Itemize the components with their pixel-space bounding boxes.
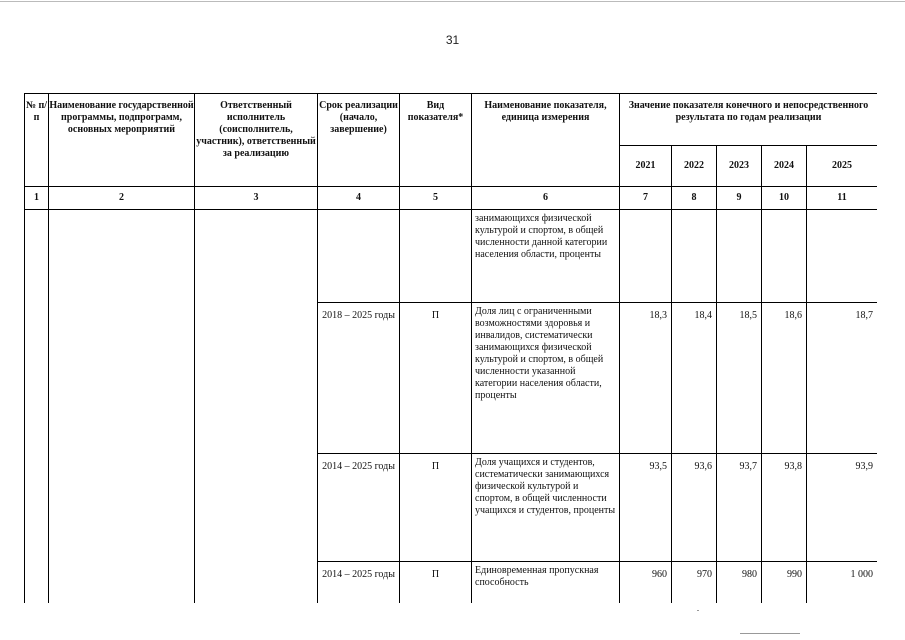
period-cell <box>318 210 400 303</box>
indicator-name-cell: занимающихся физической культурой и спортом, в общей численности данной категории населения области, проценты <box>472 210 620 303</box>
value-cell: 18,7 <box>807 303 878 454</box>
value-cell <box>762 210 807 303</box>
period-cell: 2014 – 2025 годы <box>318 454 400 562</box>
column-number: 5 <box>400 187 472 210</box>
column-number: 11 <box>807 187 878 210</box>
value-cell: 1 000 <box>807 562 878 604</box>
column-number: 8 <box>672 187 717 210</box>
indicator-type-cell: П <box>400 454 472 562</box>
header-year: 2025 <box>807 146 878 187</box>
scan-speck <box>697 610 699 611</box>
value-cell <box>672 210 717 303</box>
header-period: Срок реализации (начало, завершение) <box>318 94 400 187</box>
column-number: 4 <box>318 187 400 210</box>
value-cell: 93,5 <box>620 454 672 562</box>
header-year: 2023 <box>717 146 762 187</box>
value-cell: 990 <box>762 562 807 604</box>
header-values-group: Значение показателя конечного и непосредственного результата по годам реализации <box>620 94 878 146</box>
header-executor: Ответственный исполнитель (соисполнитель, участник), ответственный за реализацию <box>195 94 318 187</box>
value-cell: 93,9 <box>807 454 878 562</box>
column-number: 7 <box>620 187 672 210</box>
value-cell: 18,6 <box>762 303 807 454</box>
column-number: 6 <box>472 187 620 210</box>
number-cell <box>25 210 49 604</box>
header-program-name: Наименование государственной программы, подпрограмм, основных мероприятий <box>49 94 195 187</box>
value-cell: 970 <box>672 562 717 604</box>
column-number: 9 <box>717 187 762 210</box>
table-row <box>25 210 878 303</box>
column-number: 2 <box>49 187 195 210</box>
value-cell: 980 <box>717 562 762 604</box>
column-numbers-row <box>25 187 878 210</box>
executor-cell <box>195 210 318 604</box>
indicator-name-cell: Единовременная пропускная способность <box>472 562 620 604</box>
program-name-cell <box>49 210 195 604</box>
value-cell <box>807 210 878 303</box>
page-number: 31 <box>445 33 460 47</box>
header-number: № п/п <box>25 94 49 187</box>
page-top-edge <box>0 1 905 2</box>
indicator-name-cell: Доля лиц с ограниченными возможностями здоровья и инвалидов, систематически занимающихся физической культурой и спортом, в общей численности указанной категории населения области, проценты <box>472 303 620 454</box>
column-number: 1 <box>25 187 49 210</box>
value-cell: 18,3 <box>620 303 672 454</box>
value-cell: 18,5 <box>717 303 762 454</box>
indicator-name-cell: Доля учащихся и студентов, систематически занимающихся физической культурой и спортом, в общей численности учащихся и студентов, проценты <box>472 454 620 562</box>
value-cell <box>620 210 672 303</box>
period-cell: 2014 – 2025 годы <box>318 562 400 604</box>
indicator-type-cell: П <box>400 562 472 604</box>
page-bottom-rule <box>740 633 800 634</box>
table-header <box>25 94 878 187</box>
indicator-type-cell <box>400 210 472 303</box>
value-cell: 93,7 <box>717 454 762 562</box>
header-indicator-type: Вид показателя* <box>400 94 472 187</box>
value-cell: 18,4 <box>672 303 717 454</box>
header-year: 2024 <box>762 146 807 187</box>
indicator-table-frame <box>24 93 877 603</box>
indicator-table <box>24 93 877 603</box>
value-cell <box>717 210 762 303</box>
value-cell: 93,8 <box>762 454 807 562</box>
period-cell: 2018 – 2025 годы <box>318 303 400 454</box>
column-number: 3 <box>195 187 318 210</box>
header-indicator-name: Наименование показателя, единица измерения <box>472 94 620 187</box>
indicator-type-cell: П <box>400 303 472 454</box>
header-year: 2021 <box>620 146 672 187</box>
column-number: 10 <box>762 187 807 210</box>
value-cell: 93,6 <box>672 454 717 562</box>
header-year: 2022 <box>672 146 717 187</box>
value-cell: 960 <box>620 562 672 604</box>
